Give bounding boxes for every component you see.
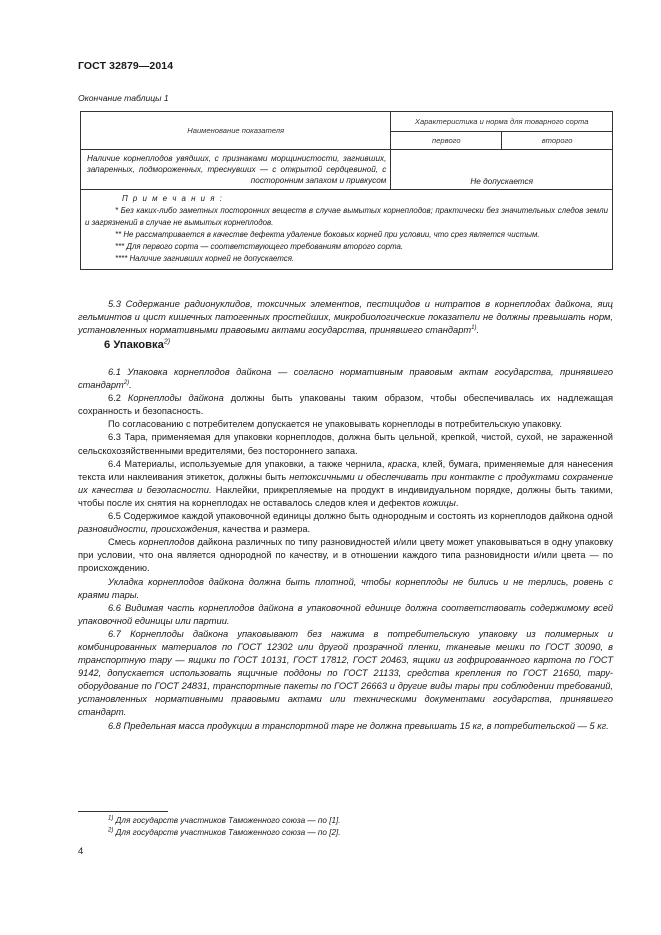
note-2: ** Не рассматривается в качестве дефекта удаление боковых корней при условии, что срез является чистым.: [115, 230, 540, 239]
quality-table: [80, 111, 613, 270]
paragraph-6-5: 6.5 Содержимое каждой упаковочной единицы должно быть однородным и состоять из корнеплодов дайкона одной разновидности, происхождения, качества и размера.: [78, 511, 613, 535]
col-header-characteristic: Характеристика и норма для товарного сорта: [391, 112, 613, 132]
footnote-divider: [78, 811, 168, 812]
standard-header: ГОСТ 32879—2014: [78, 60, 174, 72]
page-number: 4: [78, 846, 84, 857]
section-6-body: [78, 366, 613, 733]
paragraph-6-1: 6.1 Упаковка корнеплодов дайкона — согласно нормативным правовым актам государства, принявшего стандарт$^{2)}$.: [78, 367, 613, 391]
paragraph-6-5-mix: Смесь корнеплодов дайкона различных по типу разновидностей и/или цвету может упаковываться в одну упаковку при условии, что она является однородной по качеству, и в отношении каждого типа разновидности и/или цвета — по происхождению.: [78, 537, 613, 574]
col-header-name: Наименование показателя: [81, 112, 391, 150]
paragraph-6-4: 6.4 Материалы, используемые для упаковки, а также чернила, краска, клей, бумага, применяемые для нанесения текста или наклеивания этикеток, должны быть нетоксичными и обеспечивать при контакте с продуктами сохранение их качества и безопасности. Наклейки, прикрепляемые на продукт в индивидуальном порядке, должны быть такими, чтобы после их снятия на корнеплодах не оставалось следов клея и дефектов кожицы.: [78, 458, 613, 508]
paragraph-6-2-note: По согласованию с потребителем допускается не упаковывать корнеплоды в потребительскую упаковку.: [108, 419, 563, 430]
paragraph-6-8: 6.8 Предельная масса продукции в транспортной таре не должна превышать 15 кг, в потребительской — 5 кг.: [108, 720, 609, 731]
paragraph-6-3: 6.3 Тара, применяемая для упаковки корнеплодов, должна быть цельной, крепкой, чистой, сухой, не зараженной сельскохозяйственными вредителями, без постороннего запаха.: [78, 432, 613, 456]
row-label: Наличие корнеплодов увядших, с признаками морщинистости, загнивших, запаренных, подмороженных, треснувших — с открытой сердцевиной, с посторонним запахом и привкусом: [81, 150, 391, 190]
paragraph-6-7: 6.7 Корнеплоды дайкона упаковывают без нажима в потребительскую упаковку из полимерных и комбинированных материалов по ГОСТ 12302 или другой прозрачной пленки, тканевые мешки по ГОСТ 30090, в транспортную тару — ящики по ГОСТ 10131, ГОСТ 17812, ГОСТ 20463, ящики из гофрированного картона по ГОСТ 9142, допускается использовать ящичные поддоны по ГОСТ 21133, средства крепления по ГОСТ 21650, тару-оборудование по ГОСТ 24831, транспортные пакеты по ГОСТ 26663 и другие виды тары при соблюдении требований, установленных нормативными правовыми актами или техническими документами государства, принявшего стандарт.: [78, 628, 613, 718]
note-4: **** Наличие загнивших корней не допускается.: [115, 254, 295, 263]
row-value: Не допускается: [391, 150, 613, 190]
table-notes: [81, 190, 613, 270]
section-6-title: 6 Упаковка$^{2)}$: [104, 338, 171, 351]
col-header-second: второго: [502, 132, 613, 150]
note-3: *** Для первого сорта — соответствующего требованиям второго сорта.: [115, 242, 404, 251]
paragraph-6-6: 6.6 Видимая часть корнеплодов дайкона в упаковочной единице должна соответствовать содержимому всей упаковочной единицы или партии.: [78, 602, 613, 626]
footnote-2: $^{2)}$ Для государств участников Таможенного союза — по [2].: [108, 827, 341, 837]
paragraph-6-5-stacking: Укладка корнеплодов дайкона должна быть плотной, чтобы корнеплоды не бились и не терлись, ровень с краями тары.: [78, 576, 613, 600]
paragraph-5-3: 5.3 Содержание радионуклидов, токсичных элементов, пестицидов и нитратов в корнеплодах дайкона, яиц гельминтов и цист кишечных патогенных простейших, микробиологические показатели не должны превышать норм, установленных нормативными правовыми актами государства, принявшего стандарт$^{1)}$.: [78, 299, 613, 336]
col-header-first: первого: [391, 132, 502, 150]
note-1: * Без каких-либо заметных посторонних веществ в случае вымытых корнеплодов; практически без значительных следов земли и загрязнений в случае не вымытых корнеплодов.: [85, 206, 608, 227]
footnote-1: $^{1)}$ Для государств участников Таможенного союза — по [1].: [108, 815, 341, 825]
table-continuation-label: Окончание таблицы 1: [78, 93, 169, 103]
paragraph-6-2: 6.2 Корнеплоды дайкона должны быть упакованы таким образом, чтобы обеспечивалась их надлежащая сохранность и безопасность.: [78, 393, 613, 417]
notes-title: П р и м е ч а н и я :: [122, 194, 224, 203]
